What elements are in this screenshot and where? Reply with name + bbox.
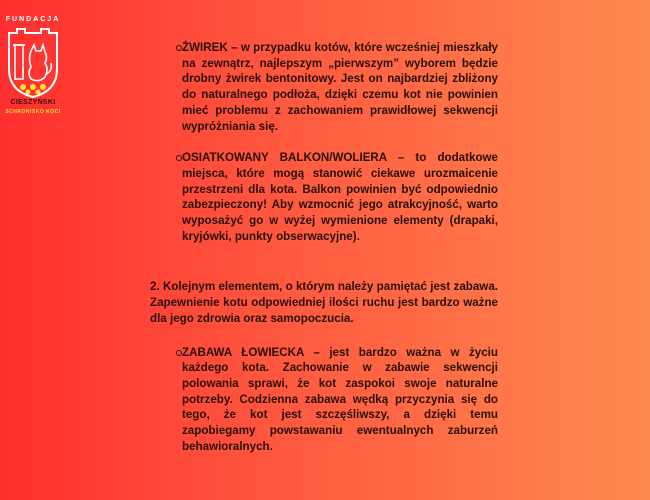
list-item-zwirek [150,40,498,134]
list-item-zabawa [150,345,498,455]
numbered-paragraph: 2. Kolejnym elementem, o którym należy pamiętać jest zabawa. Zapewnienie kotu odpowiedniej ilości ruchu jest bardzo ważne dla jego zdrowia oraz samopoczucia. [150,280,498,325]
hollow-bullet-icon [176,350,182,356]
article-content [150,40,498,454]
list-item-text: ZABAWA ŁOWIECKA – jest bardzo ważna w życiu każdego kota. Zachowanie w zabawie sekwencji polowania sprawi, że kot zaspokoi swoje naturalne potrzeby. Codzienna zabawa wędką przyczynia się do tego, że kot jest szczęśliwszy, a dzięki temu zapobiegamy powstawaniu ewentualnych zaburzeń behawioralnych. [182,345,498,453]
list-item-text: ŻWIREK – w przypadku kotów, które wcześniej mieszkały na zewnątrz, najlepszym „pierwszym” wyborem będzie drobny żwirek bentonitowy. Jest on najbardziej zbliżony do naturalnego podłoża, dzięki czemu kot nie powinien mieć problemu z zachowaniem prawidłowej sekwencji wypróżniania się. [182,41,498,133]
logo-name-line1: CIESZYŃSKI [10,99,56,106]
list-item-balkon [150,150,498,244]
shield-cat-icon [5,25,61,99]
list-item-text: OSIATKOWANY BALKON/WOLIERA – to dodatkowe miejsca, które mogą stanowić ciekawe urozmaicenie przestrzeni dla kota. Balkon powinien być odpowiednio zabezpieczony! Aby wzmocnić jego atrakcyjność, warto wyposażyć go w wyżej wymienione elementy (drapaki, kryjówki, punkty obserwacyjne). [182,151,498,243]
foundation-logo [4,16,62,124]
hollow-bullet-icon [176,45,182,51]
logo-name-line2: SCHRONISKO KOCI [5,109,61,115]
logo-top-text: FUNDACJA [5,16,61,23]
